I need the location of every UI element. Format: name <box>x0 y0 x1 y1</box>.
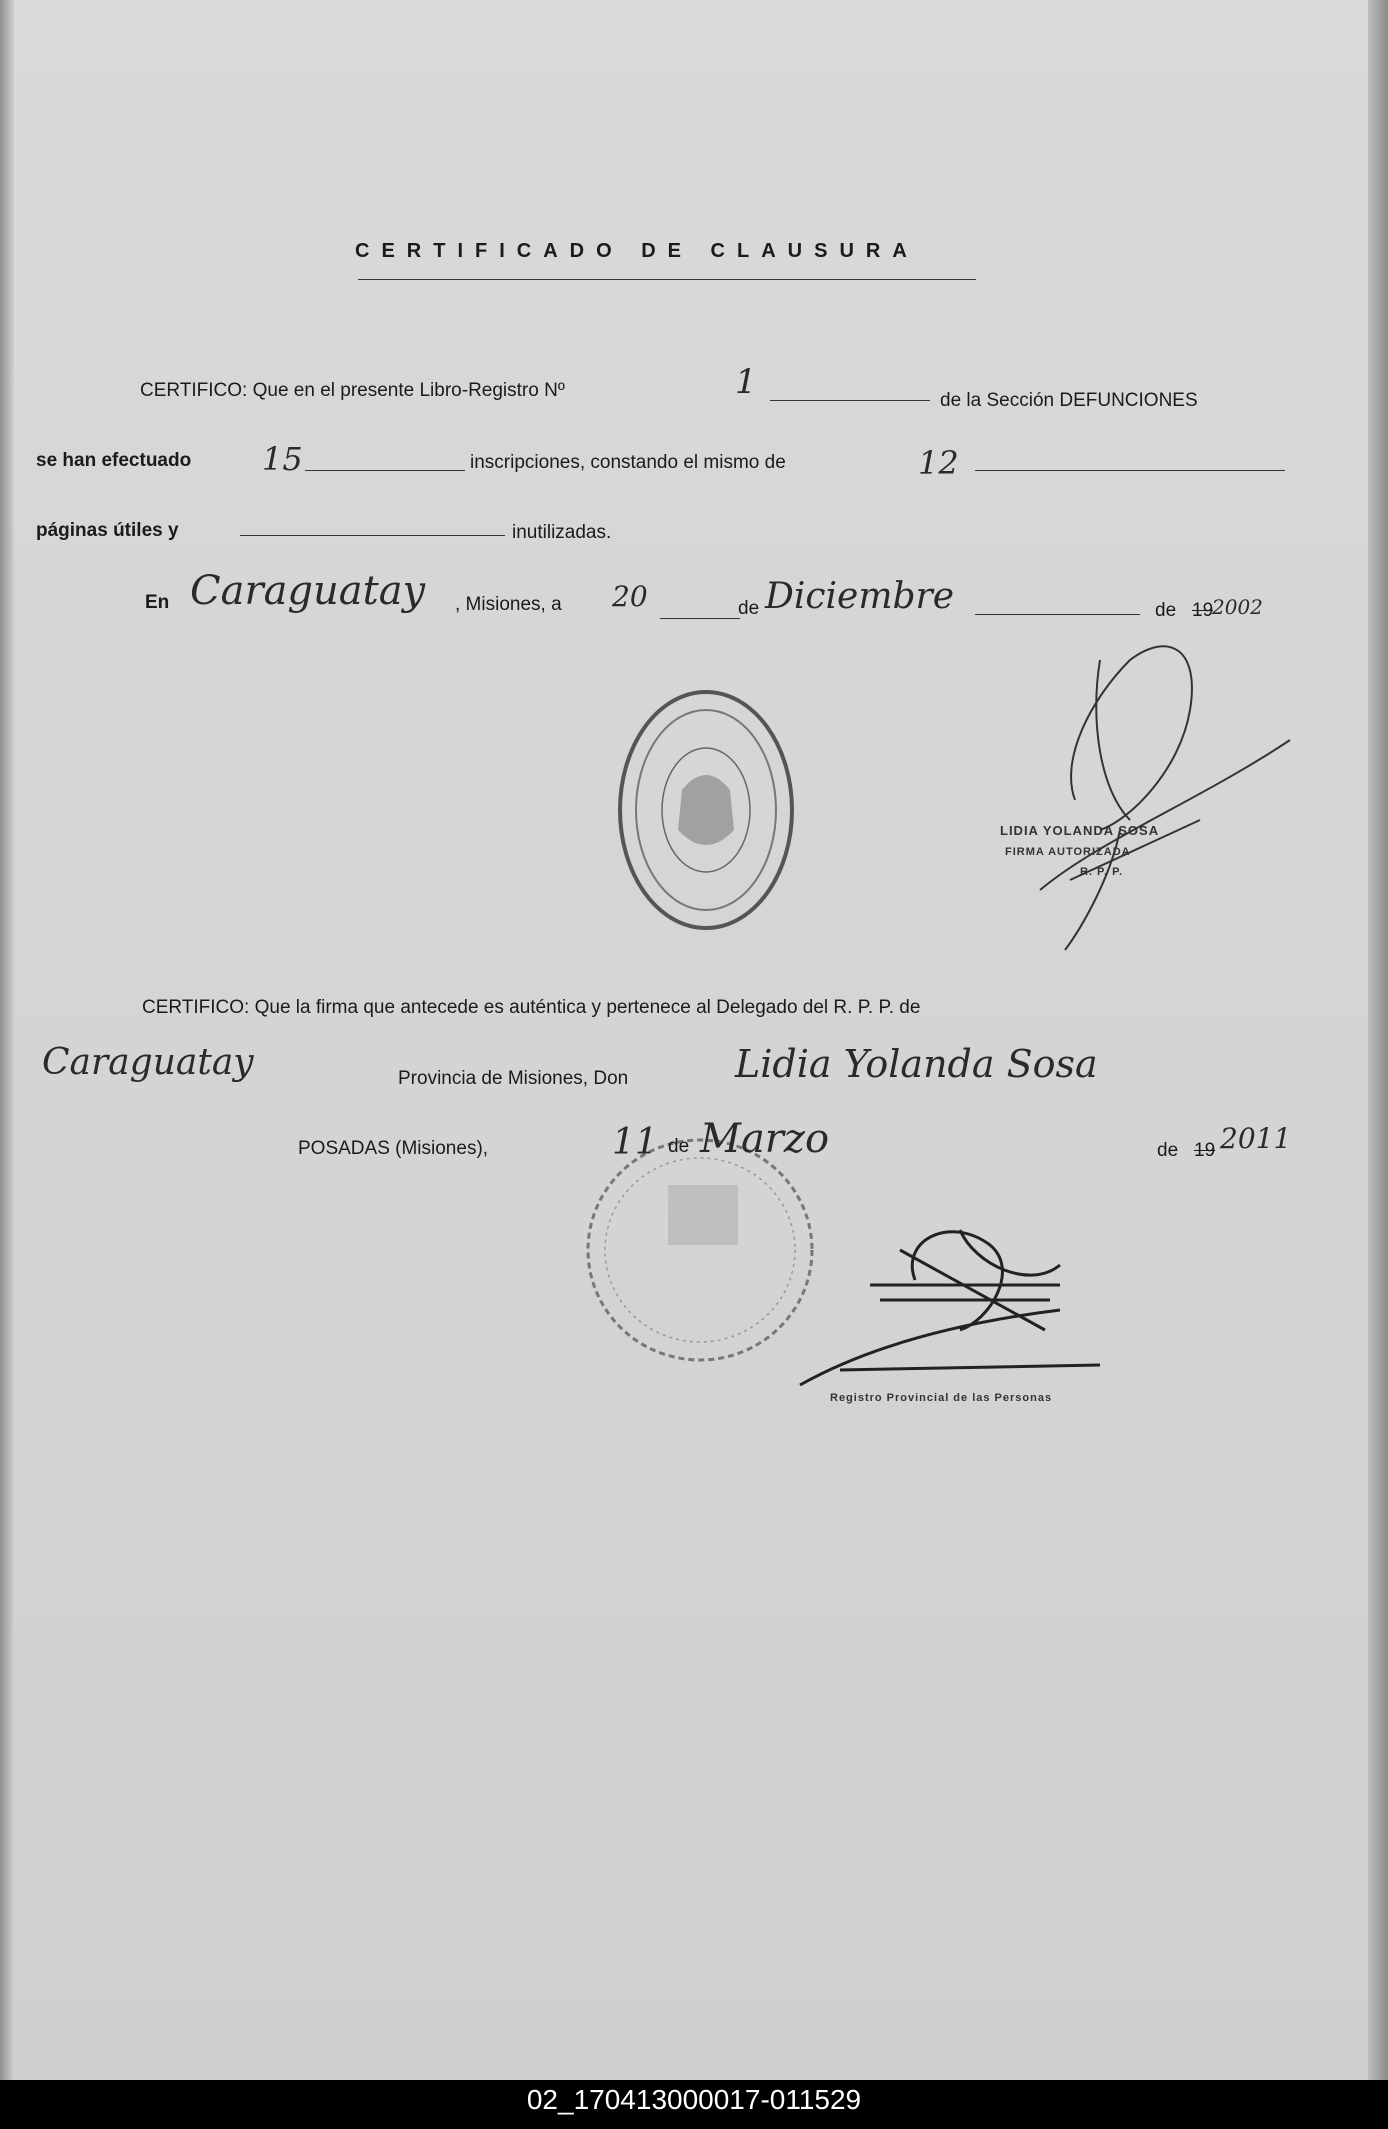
month-handwritten: Diciembre <box>765 576 955 617</box>
day-2-handwritten: 11 <box>612 1122 658 1163</box>
paginas-text: páginas útiles y <box>36 520 179 541</box>
year-handwritten: 2002 <box>1212 595 1263 619</box>
signer-1-role: FIRMA AUTORIZADA <box>1005 846 1131 858</box>
paginas-count-handwritten: 12 <box>918 444 959 482</box>
signer-1-org: R. P. P. <box>1080 866 1124 878</box>
document-title: CERTIFICADO DE CLAUSURA <box>355 240 919 262</box>
month-2-handwritten: Marzo <box>700 1116 830 1162</box>
de-year-label: de <box>1155 600 1177 621</box>
delegate-name-handwritten: Lidia Yolanda Sosa <box>735 1042 1098 1086</box>
de-month-label: de <box>738 598 760 619</box>
de-month-2-label: de <box>668 1136 690 1157</box>
year-2-handwritten: 2011 <box>1220 1122 1292 1155</box>
signer-2-office: Registro Provincial de las Personas <box>830 1392 1053 1404</box>
signer-1-name: LIDIA YOLANDA SOSA <box>1000 823 1160 838</box>
lower-seal <box>588 1140 812 1360</box>
certifico-2-lead: CERTIFICO: Que la firma que antecede es auténtica y pertenece al Delegado del R. P. P. de <box>142 997 921 1018</box>
year-2-prefix: 19 <box>1194 1140 1216 1161</box>
place-handwritten: Caraguatay <box>190 568 426 614</box>
document-id: 02_170413000017-011529 <box>526 2084 862 2115</box>
misiones-text: , Misiones, a <box>455 594 562 615</box>
en-label: En <box>145 592 170 613</box>
de-year-2-label: de <box>1157 1140 1179 1161</box>
signature-1-scribble <box>1040 646 1290 950</box>
certifico-lead: CERTIFICO: Que en el presente Libro-Registro Nº <box>140 380 565 401</box>
efectuado-text: se han efectuado <box>36 450 192 471</box>
inscripciones-count-handwritten: 15 <box>262 440 303 478</box>
inutilizadas-text: inutilizadas. <box>512 522 612 543</box>
day-handwritten: 20 <box>612 580 648 613</box>
signature-2-scribble <box>800 1230 1100 1385</box>
delegation-place-handwritten: Caraguatay <box>42 1042 254 1083</box>
seccion-text: de la Sección DEFUNCIONES <box>940 390 1198 411</box>
inscripciones-text: inscripciones, constando el mismo de <box>470 452 786 473</box>
libro-number-handwritten: 1 <box>735 362 757 402</box>
year-prefix: 19 <box>1192 600 1214 621</box>
provincia-text: Provincia de Misiones, Don <box>398 1068 629 1089</box>
posadas-text: POSADAS (Misiones), <box>298 1138 489 1159</box>
official-seal <box>620 692 792 928</box>
